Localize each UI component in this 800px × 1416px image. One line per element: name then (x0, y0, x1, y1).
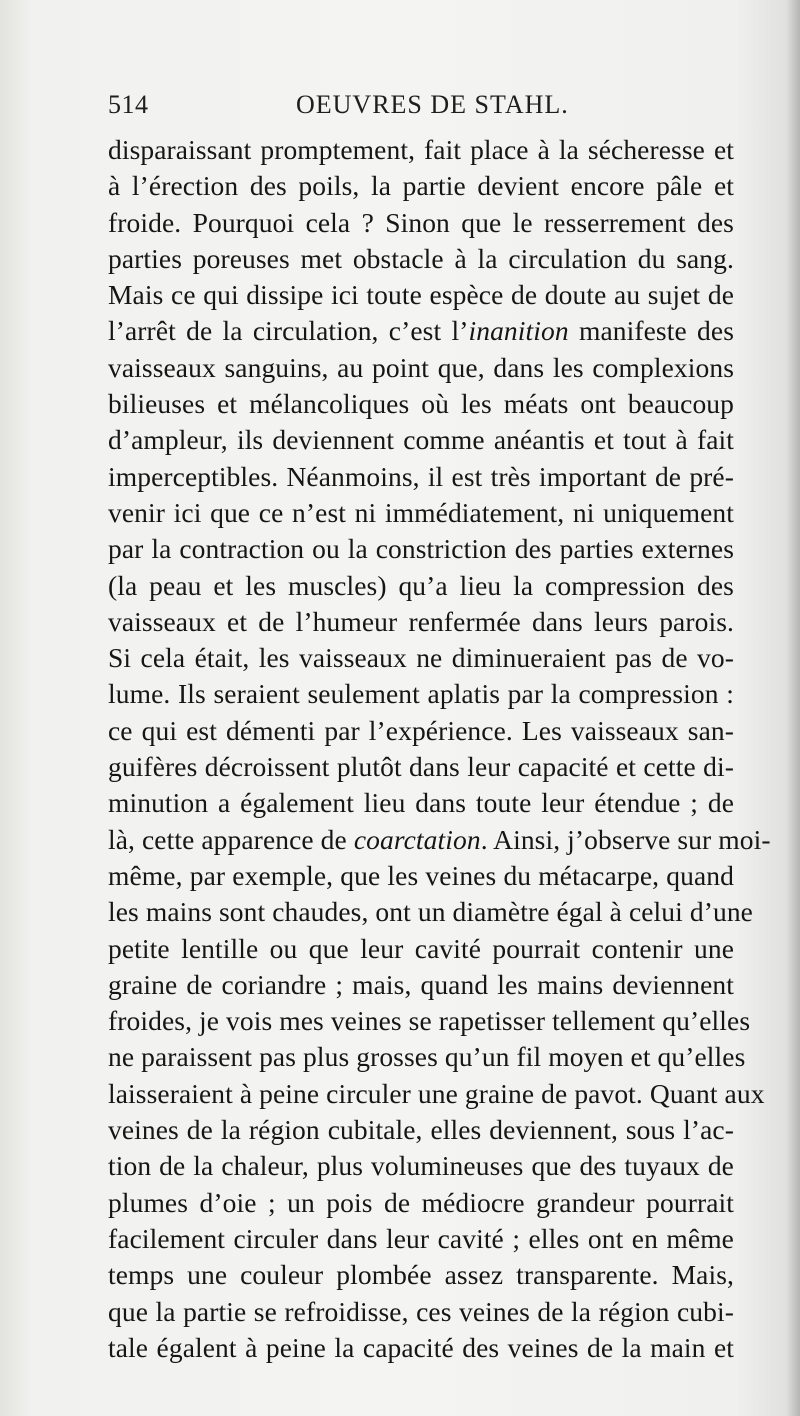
text-segment: Si cela était, les vaisseaux ne diminueraient pas de vo- (108, 642, 734, 674)
text-segment: d’ampleur, ils deviennent comme anéantis et tout à fait (108, 424, 734, 456)
text-segment: facilement circuler dans leur cavité ; elles ont en même (108, 1222, 734, 1254)
text-segment: graine de coriandre ; mais, quand les mains deviennent (108, 968, 734, 1000)
text-segment: disparaissant promptement, fait place à la sécheresse et (108, 134, 734, 165)
text-line (108, 168, 734, 204)
text-line (108, 822, 771, 858)
text-segment: bilieuses et mélancoliques où les méats ont beaucoup (108, 388, 734, 420)
text-line (108, 531, 734, 567)
text-line (108, 1112, 734, 1148)
text-line (108, 1294, 734, 1330)
text-segment: tale égalent à peine la capacité des veines de la main et (108, 1331, 734, 1363)
text-line (108, 1003, 751, 1039)
text-line (108, 785, 734, 821)
text-segment: les mains sont chaudes, ont un diamètre égal à celui d’une (108, 896, 753, 928)
text-segment: là, cette apparence de (108, 823, 354, 855)
text-line (108, 1039, 746, 1075)
text-segment: petite lentille ou que leur cavité pourrait contenir une (108, 932, 734, 964)
text-segment: ce qui est démenti par l’expérience. Les vaisseaux san- (108, 714, 734, 746)
text-segment: venir ici que ce n’est ni immédiatement, ni uniquement (108, 496, 734, 528)
text-line (108, 350, 734, 386)
text-line (108, 386, 734, 422)
text-segment: Mais ce qui dissipe ici toute espèce de doute au sujet de (108, 279, 734, 311)
text-line (108, 894, 753, 930)
text-segment: vaisseaux et de l’humeur renfermée dans leurs parois. (108, 605, 734, 637)
text-segment: l’arrêt de la circulation, c’est l’ (108, 315, 469, 347)
text-line (108, 1076, 765, 1112)
text-segment: froides, je vois mes veines se rapetisser tellement qu’elles (108, 1005, 751, 1037)
text-line (108, 313, 734, 349)
text-line (108, 604, 734, 640)
page-number: 514 (108, 90, 149, 119)
text-segment: ne paraissent pas plus grosses qu’un fil moyen et qu’elles (108, 1041, 746, 1073)
text-segment: laisseraient à peine circuler une graine de pavot. Quant aux (108, 1077, 765, 1109)
text-segment: tion de la chaleur, plus volumineuses que des tuyaux de (108, 1150, 734, 1182)
text-line (108, 568, 734, 604)
text-line (108, 1185, 734, 1221)
text-segment: manifeste des (568, 315, 734, 347)
running-title: OEUVRES DE STAHL. (296, 90, 569, 119)
text-line (108, 132, 734, 168)
text-line (108, 749, 734, 785)
text-segment: vaisseaux sanguins, au point que, dans les complexions (108, 351, 734, 383)
text-line (108, 1330, 734, 1366)
text-segment: veines de la région cubitale, elles deviennent, sous l’ac- (108, 1114, 734, 1146)
text-line (108, 495, 734, 531)
italic-term: coarctation (353, 823, 481, 855)
text-segment: temps une couleur plombée assez transparente. Mais, (108, 1259, 734, 1291)
italic-term: inanition (468, 315, 569, 347)
text-segment: à l’érection des poils, la partie devient encore pâle et (108, 170, 734, 202)
text-segment: par la contraction ou la constriction des parties externes (108, 533, 734, 565)
text-segment: . Ainsi, j’observe sur moi- (480, 823, 771, 855)
text-line (108, 1221, 734, 1257)
text-line (108, 931, 734, 967)
text-line (108, 277, 734, 313)
text-segment: lume. Ils seraient seulement aplatis par la compression : (108, 678, 734, 710)
text-line (108, 459, 734, 495)
text-line (108, 1257, 734, 1293)
text-segment: parties poreuses met obstacle à la circulation du sang. (108, 242, 734, 274)
text-segment: que la partie se refroidisse, ces veines de la région cubi- (108, 1295, 734, 1327)
text-line (108, 967, 734, 1003)
text-segment: même, par exemple, que les veines du métacarpe, quand (108, 859, 734, 891)
page-edge-shadow (786, 0, 800, 1416)
text-line (108, 713, 734, 749)
running-header (108, 84, 738, 124)
text-line (108, 205, 734, 241)
text-segment: (la peau et les muscles) qu’a lieu la compression des (108, 569, 734, 601)
text-line (108, 640, 734, 676)
text-line (108, 241, 734, 277)
text-segment: plumes d’oie ; un pois de médiocre grandeur pourrait (108, 1186, 734, 1218)
text-segment: guifères décroissent plutôt dans leur capacité et cette di- (108, 751, 734, 783)
text-line (108, 858, 734, 894)
text-segment: minution a également lieu dans toute leur étendue ; de (108, 787, 734, 819)
text-line (108, 1148, 734, 1184)
text-segment: froide. Pourquoi cela ? Sinon que le resserrement des (108, 206, 734, 238)
text-segment: imperceptibles. Néanmoins, il est très important de pré- (108, 460, 734, 492)
text-line (108, 676, 734, 712)
text-line (108, 422, 734, 458)
body-text (108, 132, 771, 1366)
